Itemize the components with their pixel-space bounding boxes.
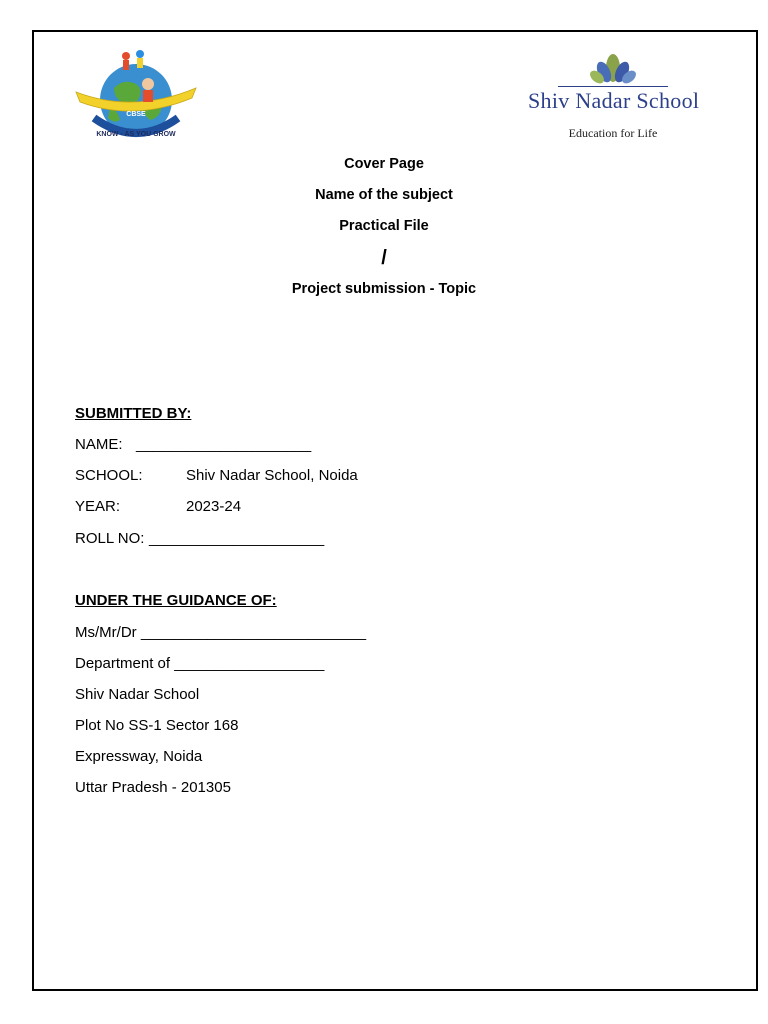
department-line: Department of __________________ — [75, 655, 325, 672]
shiv-nadar-logo — [528, 50, 698, 145]
brand-divider — [558, 86, 668, 87]
cover-page-title: Cover Page — [344, 156, 424, 172]
address-line-4: Uttar Pradesh - 201305 — [75, 779, 231, 796]
roll-label: ROLL NO: — [75, 530, 145, 547]
submitted-by-heading: SUBMITTED BY: — [75, 405, 192, 422]
page-border — [32, 30, 758, 991]
teacher-line: Ms/Mr/Dr ___________________________ — [75, 624, 367, 641]
school-value: Shiv Nadar School, Noida — [186, 467, 358, 484]
project-submission: Project submission - Topic — [291, 281, 477, 297]
cbse-badge-text: CBSE — [126, 111, 146, 118]
address-line-2: Plot No SS-1 Sector 168 — [75, 717, 239, 734]
lotus-icon — [528, 50, 698, 86]
name-label: NAME: — [75, 436, 123, 453]
address-line-1: Shiv Nadar School — [75, 686, 200, 703]
name-blank: _____________________ — [136, 436, 312, 453]
brand-tagline: Education for Life — [568, 126, 658, 140]
roll-blank: _____________________ — [149, 530, 325, 547]
year-value: 2023-24 — [186, 498, 242, 515]
year-label: YEAR: — [75, 498, 121, 515]
cbse-logo — [74, 48, 198, 140]
separator-slash: / — [381, 247, 387, 269]
cbse-ring-text: KNOW - AS YOU GROW — [96, 131, 176, 138]
subject-name: Name of the subject — [315, 187, 453, 203]
brand-name: Shiv Nadar School — [528, 88, 700, 113]
address-line-3: Expressway, Noida — [75, 748, 203, 765]
practical-file: Practical File — [339, 218, 429, 234]
school-label: SCHOOL: — [75, 467, 143, 484]
guidance-heading: UNDER THE GUIDANCE OF: — [75, 592, 277, 609]
